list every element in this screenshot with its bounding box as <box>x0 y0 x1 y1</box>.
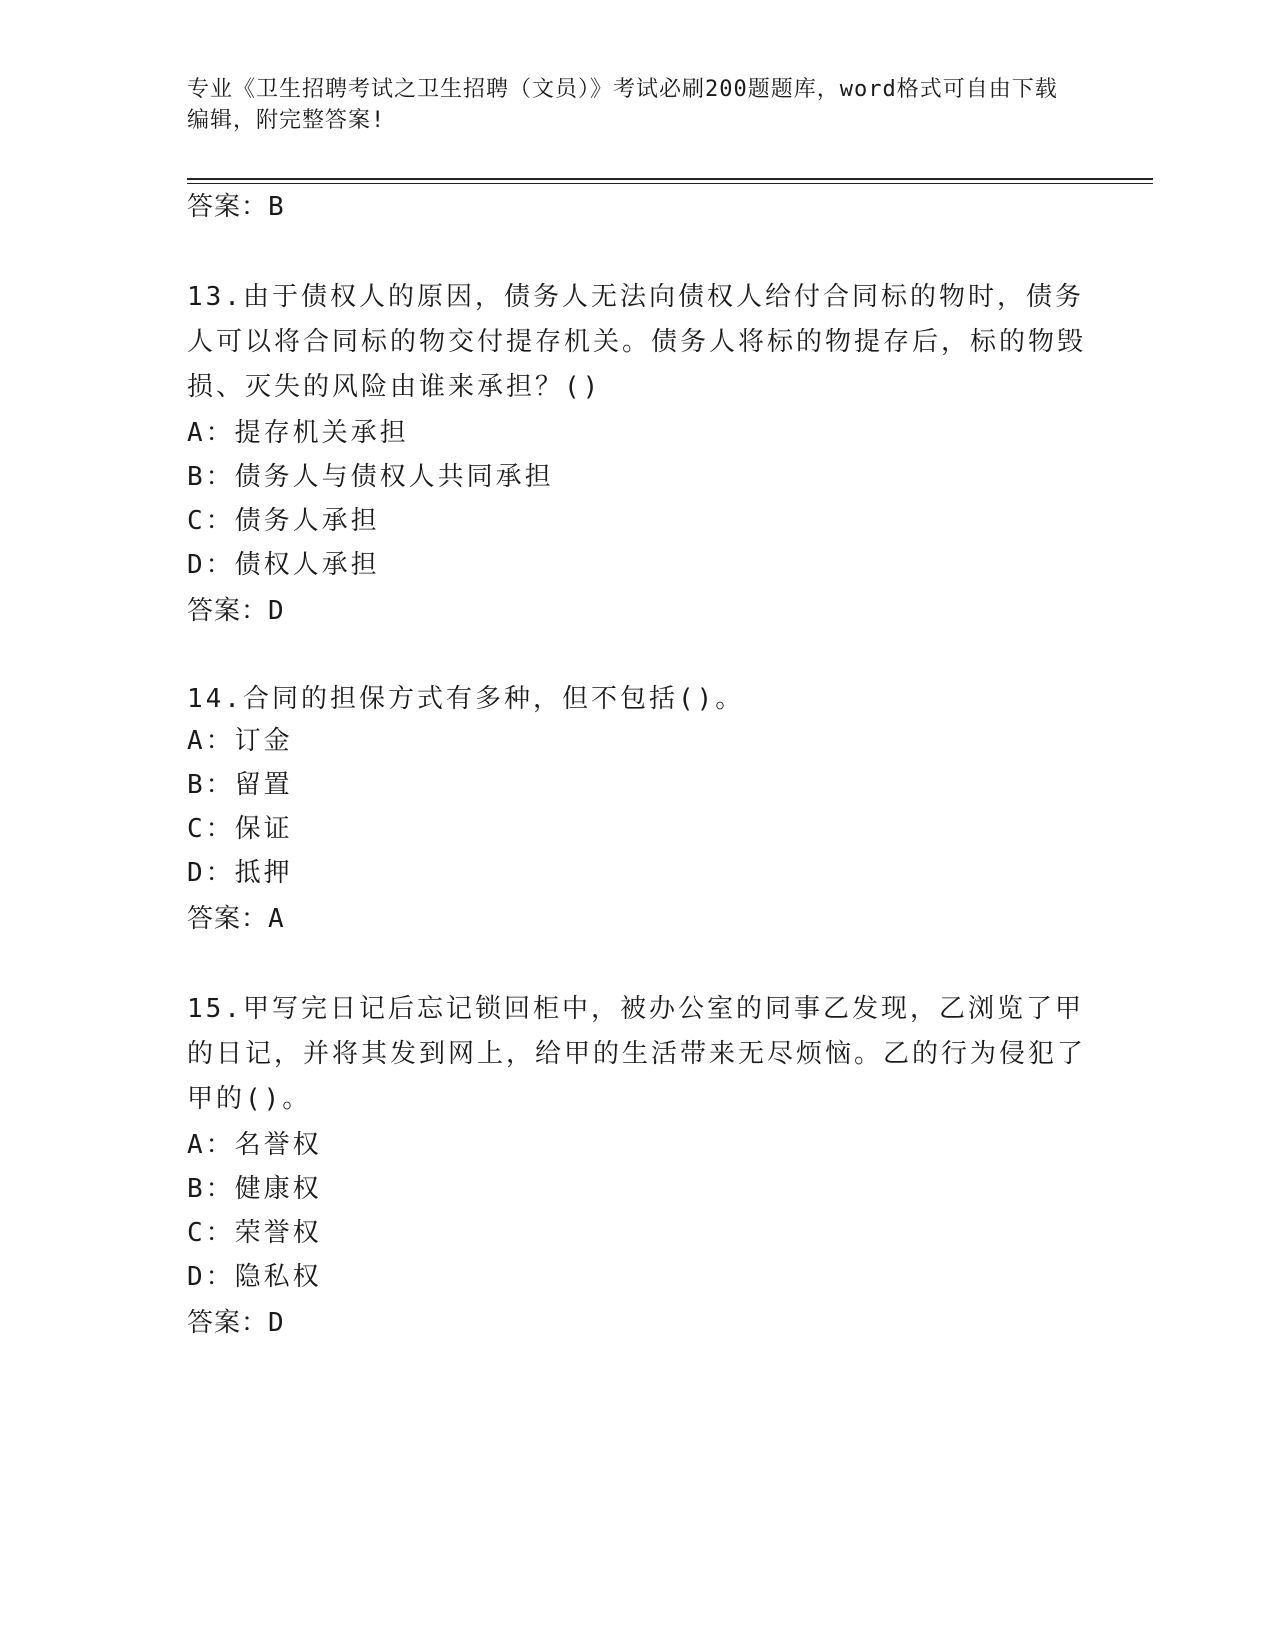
question-13-option-d: D：债权人承担 <box>187 550 380 580</box>
question-15-stem: 15.甲写完日记后忘记锁回柜中，被办公室的同事乙发现，乙浏览了甲的日记，并将其发到网上，给甲的生活带来无尽烦恼。乙的行为侵犯了甲的()。 <box>187 994 1087 1114</box>
document-header: 专业《卫生招聘考试之卫生招聘（文员）》考试必刷200题题库，word格式可自由下载编辑，附完整答案! <box>187 77 1058 133</box>
question-15-option-b: B：健康权 <box>187 1174 322 1204</box>
question-15-option-c: C：荣誉权 <box>187 1218 322 1248</box>
question-15-option-d: D：隐私权 <box>187 1262 322 1292</box>
question-15-option-a: A：名誉权 <box>187 1130 322 1160</box>
header-divider-thin <box>187 183 1153 184</box>
question-14-option-b: B：留置 <box>187 770 293 800</box>
question-14-option-d: D：抵押 <box>187 858 293 888</box>
question-13-stem: 13.由于债权人的原因，债务人无法向债权人给付合同标的物时，债务人可以将合同标的物交付提存机关。债务人将标的物提存后，标的物毁损、灭失的风险由谁来承担？() <box>187 282 1087 402</box>
question-13-option-b: B：债务人与债权人共同承担 <box>187 462 554 492</box>
previous-answer: 答案：B <box>187 192 285 222</box>
question-14-option-c: C：保证 <box>187 814 293 844</box>
question-15-answer: 答案：D <box>187 1308 285 1338</box>
header-divider-thick <box>187 178 1153 180</box>
question-13-option-c: C：债务人承担 <box>187 506 380 536</box>
question-14-stem: 14.合同的担保方式有多种，但不包括()。 <box>187 684 745 714</box>
question-13-answer: 答案：D <box>187 596 285 626</box>
question-14-answer: 答案：A <box>187 904 285 934</box>
question-13-option-a: A：提存机关承担 <box>187 418 409 448</box>
question-14-option-a: A：订金 <box>187 726 293 756</box>
